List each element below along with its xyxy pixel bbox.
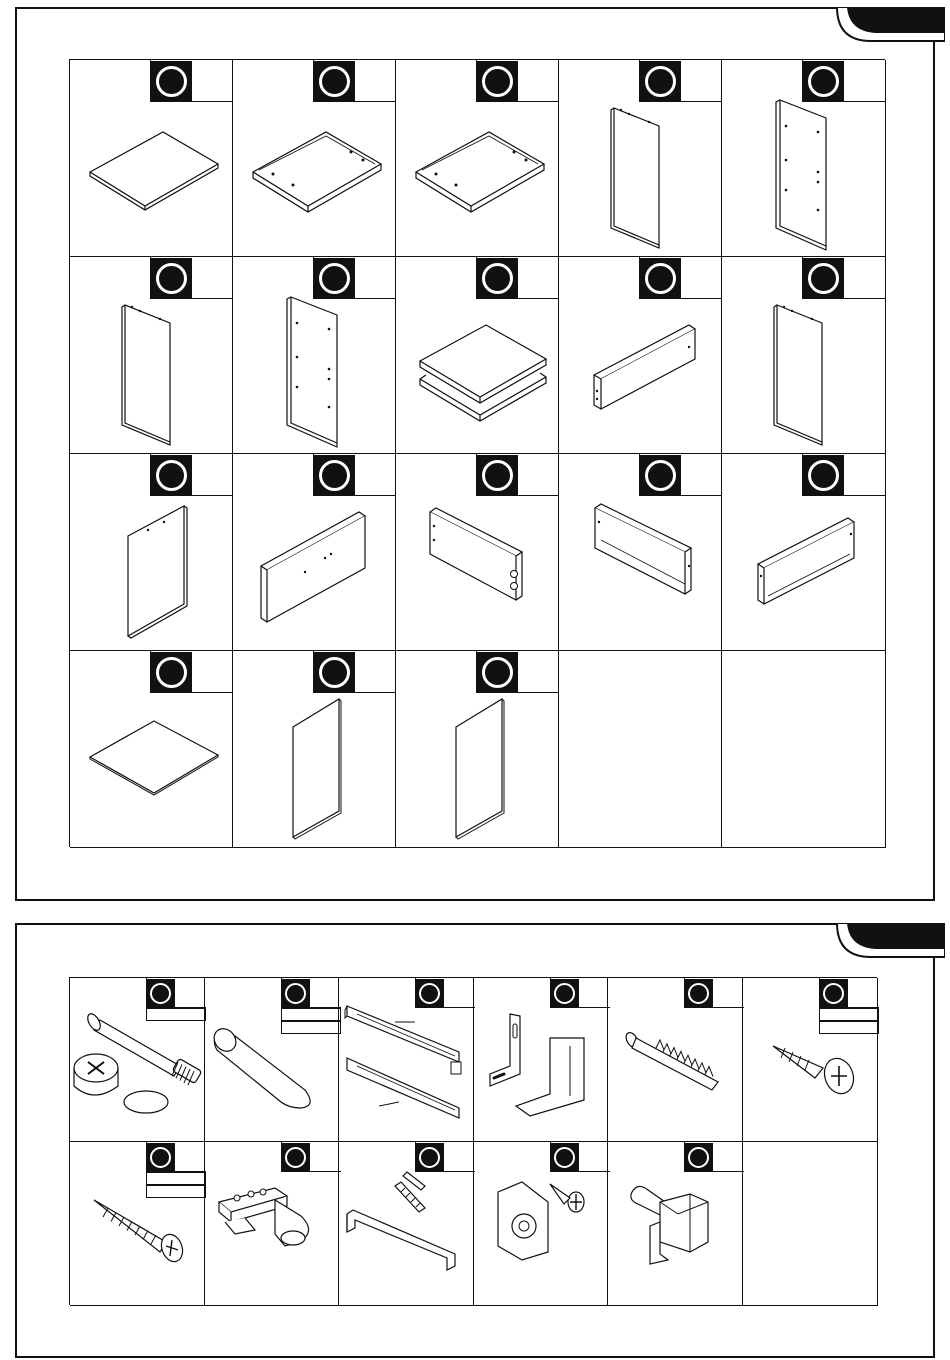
flat-panel-holes-drawing xyxy=(396,60,559,257)
part-cell xyxy=(396,257,559,454)
cabinet-connector-icon xyxy=(608,1142,742,1306)
empty-cell xyxy=(722,651,886,848)
long-screw-icon xyxy=(70,1142,204,1306)
hardware-cell xyxy=(205,1142,339,1306)
flat-panel-drawing xyxy=(70,60,233,257)
hardware-cell xyxy=(205,978,339,1142)
wooden-dowel-icon xyxy=(205,978,339,1142)
part-cell xyxy=(233,454,396,651)
panel-tab xyxy=(835,7,945,43)
thin-sheet-drawing xyxy=(70,651,233,848)
handle-icon xyxy=(339,1142,473,1306)
panel-tab xyxy=(835,923,945,959)
part-cell xyxy=(233,651,396,848)
drawer-slide-icon xyxy=(339,978,473,1142)
tall-panel-holes-drawing xyxy=(233,257,396,454)
empty-cell xyxy=(743,1142,878,1306)
drawer-back-drawing xyxy=(559,454,722,651)
tall-panel-drawing xyxy=(722,257,885,454)
rail-drawing xyxy=(559,257,722,454)
part-cell xyxy=(396,60,559,257)
part-cell xyxy=(70,651,233,848)
thin-panel-drawing xyxy=(396,651,559,848)
cam-lock-icon xyxy=(70,978,204,1142)
hardware-cell xyxy=(743,978,878,1142)
part-cell xyxy=(722,60,886,257)
drawer-side-drawing xyxy=(396,454,559,651)
hardware-cell xyxy=(339,978,474,1142)
door-drawing xyxy=(70,454,233,651)
wall-plug-screw-icon xyxy=(608,978,742,1142)
thin-panel-drawing xyxy=(233,651,396,848)
tall-panel-holes-drawing xyxy=(722,60,885,257)
hardware-cell xyxy=(339,1142,474,1306)
shelf-support-icon xyxy=(474,1142,608,1306)
hardware-grid xyxy=(69,977,877,1305)
tall-panel-drawing xyxy=(559,60,722,257)
part-cell xyxy=(396,454,559,651)
part-cell xyxy=(233,60,396,257)
part-cell xyxy=(722,454,886,651)
part-cell xyxy=(722,257,886,454)
part-cell xyxy=(233,257,396,454)
hardware-cell xyxy=(608,1142,743,1306)
hardware-cell xyxy=(474,1142,608,1306)
part-cell xyxy=(70,257,233,454)
parts-grid xyxy=(69,59,885,847)
double-shelf-drawing xyxy=(396,257,559,454)
part-cell xyxy=(396,651,559,848)
hardware-cell xyxy=(608,978,743,1142)
part-cell xyxy=(559,454,722,651)
part-cell xyxy=(70,454,233,651)
hardware-cell xyxy=(70,978,205,1142)
hardware-cell xyxy=(70,1142,205,1306)
hardware-cell xyxy=(474,978,608,1142)
wide-panel-drawing xyxy=(233,454,396,651)
part-cell xyxy=(559,257,722,454)
empty-cell xyxy=(559,651,722,848)
part-cell xyxy=(70,60,233,257)
flat-panel-holes-drawing xyxy=(233,60,396,257)
part-cell xyxy=(559,60,722,257)
drawer-front-drawing xyxy=(722,454,885,651)
tall-panel-drawing xyxy=(70,257,233,454)
hinge-icon xyxy=(205,1142,339,1306)
short-screw-icon xyxy=(743,978,877,1142)
l-bracket-icon xyxy=(474,978,608,1142)
